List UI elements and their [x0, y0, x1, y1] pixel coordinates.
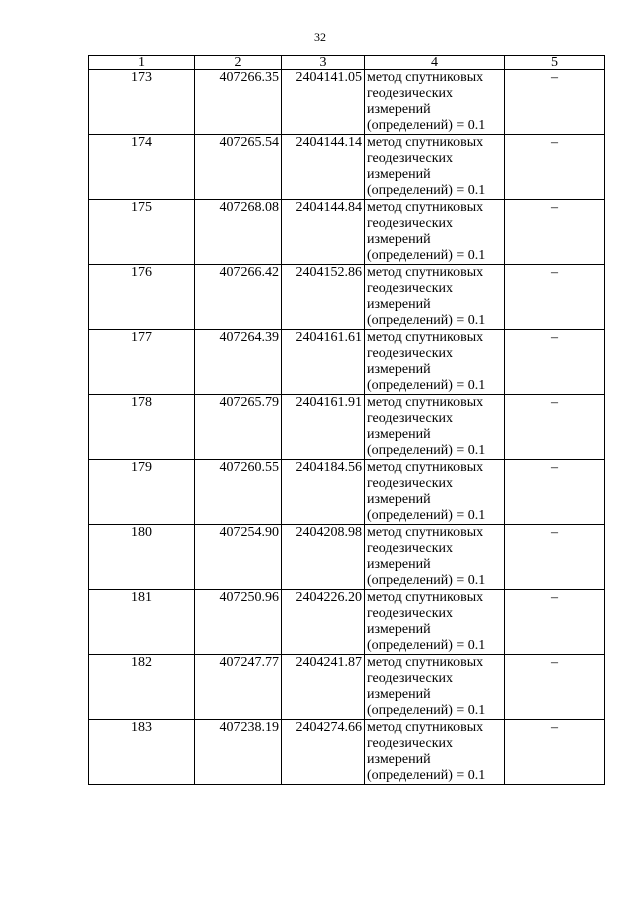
point-number-cell: 177 — [89, 330, 195, 395]
x-coordinate-cell: 407247.77 — [195, 655, 282, 720]
point-number-cell: 182 — [89, 655, 195, 720]
column-5-cell: – — [505, 135, 605, 200]
table-body — [89, 70, 605, 785]
table-row — [89, 200, 605, 265]
point-number-cell: 176 — [89, 265, 195, 330]
point-number-cell: 173 — [89, 70, 195, 135]
table-row — [89, 265, 605, 330]
table-row — [89, 330, 605, 395]
accuracy-method-cell: метод спутниковых геодезических измерений (определений) = 0.1 — [365, 720, 505, 785]
accuracy-method-cell: метод спутниковых геодезических измерений (определений) = 0.1 — [365, 70, 505, 135]
x-coordinate-cell: 407265.54 — [195, 135, 282, 200]
header-col-2: 2 — [195, 56, 282, 70]
column-5-cell: – — [505, 265, 605, 330]
y-coordinate-cell: 2404208.98 — [282, 525, 365, 590]
column-5-cell: – — [505, 395, 605, 460]
x-coordinate-cell: 407238.19 — [195, 720, 282, 785]
accuracy-method-cell: метод спутниковых геодезических измерений (определений) = 0.1 — [365, 330, 505, 395]
accuracy-method-cell: метод спутниковых геодезических измерений (определений) = 0.1 — [365, 395, 505, 460]
column-5-cell: – — [505, 200, 605, 265]
y-coordinate-cell: 2404226.20 — [282, 590, 365, 655]
point-number-cell: 180 — [89, 525, 195, 590]
table-row — [89, 590, 605, 655]
y-coordinate-cell: 2404241.87 — [282, 655, 365, 720]
y-coordinate-cell: 2404161.91 — [282, 395, 365, 460]
point-number-cell: 175 — [89, 200, 195, 265]
point-number-cell: 178 — [89, 395, 195, 460]
column-5-cell: – — [505, 655, 605, 720]
column-5-cell: – — [505, 720, 605, 785]
table-row — [89, 655, 605, 720]
coordinates-table — [88, 55, 605, 785]
header-col-5: 5 — [505, 56, 605, 70]
point-number-cell: 179 — [89, 460, 195, 525]
accuracy-method-cell: метод спутниковых геодезических измерений (определений) = 0.1 — [365, 525, 505, 590]
accuracy-method-cell: метод спутниковых геодезических измерений (определений) = 0.1 — [365, 200, 505, 265]
x-coordinate-cell: 407254.90 — [195, 525, 282, 590]
column-5-cell: – — [505, 525, 605, 590]
table-row — [89, 70, 605, 135]
header-col-1: 1 — [89, 56, 195, 70]
accuracy-method-cell: метод спутниковых геодезических измерений (определений) = 0.1 — [365, 265, 505, 330]
x-coordinate-cell: 407260.55 — [195, 460, 282, 525]
point-number-cell: 181 — [89, 590, 195, 655]
table-row — [89, 525, 605, 590]
x-coordinate-cell: 407266.42 — [195, 265, 282, 330]
accuracy-method-cell: метод спутниковых геодезических измерений (определений) = 0.1 — [365, 655, 505, 720]
column-5-cell: – — [505, 460, 605, 525]
x-coordinate-cell: 407268.08 — [195, 200, 282, 265]
column-5-cell: – — [505, 590, 605, 655]
point-number-cell: 183 — [89, 720, 195, 785]
x-coordinate-cell: 407264.39 — [195, 330, 282, 395]
y-coordinate-cell: 2404144.84 — [282, 200, 365, 265]
y-coordinate-cell: 2404144.14 — [282, 135, 365, 200]
table-row — [89, 395, 605, 460]
x-coordinate-cell: 407250.96 — [195, 590, 282, 655]
table-row — [89, 720, 605, 785]
x-coordinate-cell: 407265.79 — [195, 395, 282, 460]
table-header — [89, 56, 605, 70]
y-coordinate-cell: 2404141.05 — [282, 70, 365, 135]
table-row — [89, 135, 605, 200]
y-coordinate-cell: 2404161.61 — [282, 330, 365, 395]
page-number: 32 — [314, 30, 326, 44]
accuracy-method-cell: метод спутниковых геодезических измерений (определений) = 0.1 — [365, 460, 505, 525]
point-number-cell: 174 — [89, 135, 195, 200]
table-row — [89, 460, 605, 525]
y-coordinate-cell: 2404184.56 — [282, 460, 365, 525]
column-5-cell: – — [505, 330, 605, 395]
header-col-3: 3 — [282, 56, 365, 70]
header-row — [89, 56, 605, 70]
y-coordinate-cell: 2404152.86 — [282, 265, 365, 330]
y-coordinate-cell: 2404274.66 — [282, 720, 365, 785]
x-coordinate-cell: 407266.35 — [195, 70, 282, 135]
accuracy-method-cell: метод спутниковых геодезических измерений (определений) = 0.1 — [365, 590, 505, 655]
column-5-cell: – — [505, 70, 605, 135]
header-col-4: 4 — [365, 56, 505, 70]
accuracy-method-cell: метод спутниковых геодезических измерений (определений) = 0.1 — [365, 135, 505, 200]
